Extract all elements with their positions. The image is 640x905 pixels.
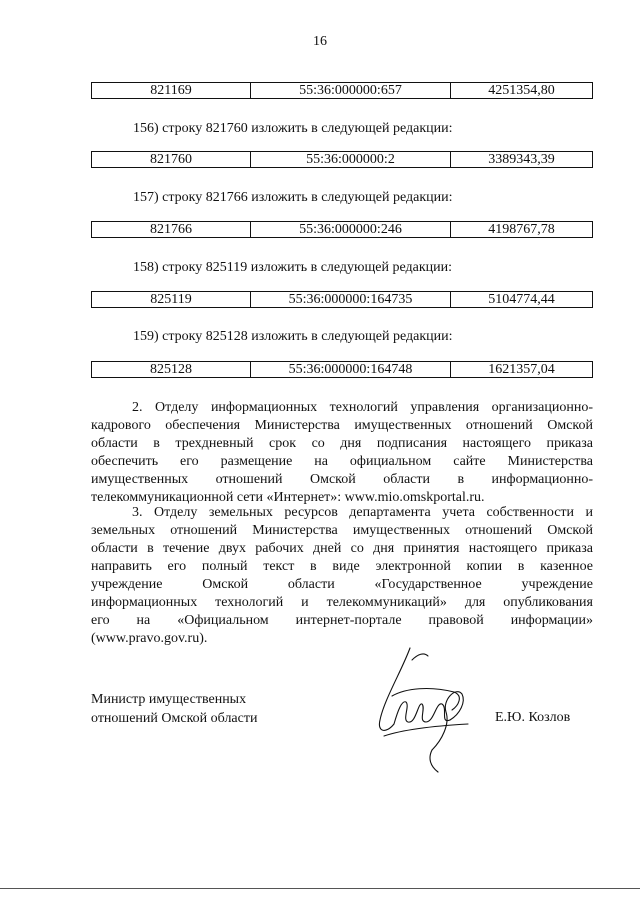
table-row — [91, 82, 593, 99]
row-value-cell: 3389343,39 — [488, 152, 555, 167]
paragraph-line: кадрового обеспечения Министерства имущественных отношений Омской — [91, 418, 593, 433]
amendment-instruction: 158) строку 825119 изложить в следующей редакции: — [133, 260, 453, 275]
row-value-cell: 4198767,78 — [488, 222, 555, 237]
page-edge-line — [0, 888, 640, 889]
amendment-instruction: 156) строку 821760 изложить в следующей редакции: — [133, 121, 453, 136]
row-value-cell: 1621357,04 — [488, 362, 555, 377]
row-value-cell: 5104774,44 — [488, 292, 555, 307]
table-row — [91, 291, 593, 308]
table-row — [91, 361, 593, 378]
paragraph-2 — [91, 399, 593, 507]
paragraph-line: обеспечить его размещение на официальном сайте Министерства — [91, 454, 593, 469]
paragraph-line: его на «Официальном интернет-портале правовой информации» — [91, 613, 593, 628]
row-id-cell: 821169 — [92, 83, 251, 98]
row-value-cell: 4251354,80 — [488, 83, 555, 98]
row-cadastral-cell: 55:36:000000:164748 — [251, 362, 451, 377]
signatory-name: Е.Ю. Козлов — [495, 710, 571, 725]
signatory-title-line: Министр имущественных — [91, 692, 247, 707]
paragraph-line: учреждение Омской области «Государственное учреждение — [91, 577, 593, 592]
amendment-instruction: 157) строку 821766 изложить в следующей редакции: — [133, 190, 453, 205]
paragraph-line: земельных отношений Министерства имущественных отношений Омской — [91, 523, 593, 538]
paragraph-line: информационных технологий и телекоммуникаций» для опубликования — [91, 595, 593, 610]
table-row — [91, 221, 593, 238]
paragraph-line: области в трехдневный срок со дня подписания настоящего приказа — [91, 436, 593, 451]
paragraph-line: 2. Отделу информационных технологий управления организационно- — [132, 400, 593, 415]
paragraph-line: телекоммуникационной сети «Интернет»: www.mio.omskportal.ru. — [91, 490, 485, 505]
row-id-cell: 825128 — [92, 362, 251, 377]
row-id-cell: 825119 — [92, 292, 251, 307]
row-cadastral-cell: 55:36:000000:2 — [251, 152, 451, 167]
paragraph-line: области в течение двух рабочих дней со дня принятия настоящего приказа — [91, 541, 593, 556]
paragraph-3 — [91, 504, 593, 648]
paragraph-line: направить его полный текст в виде электронной копии в казенное — [91, 559, 593, 574]
paragraph-line: 3. Отделу земельных ресурсов департамента учета собственности и — [132, 505, 593, 520]
row-id-cell: 821766 — [92, 222, 251, 237]
row-cadastral-cell: 55:36:000000:657 — [251, 83, 451, 98]
paragraph-line: (www.pravo.gov.ru). — [91, 631, 208, 646]
signatory-title — [91, 690, 257, 728]
page-number: 16 — [313, 34, 327, 49]
row-cadastral-cell: 55:36:000000:164735 — [251, 292, 451, 307]
amendment-instruction: 159) строку 825128 изложить в следующей редакции: — [133, 329, 453, 344]
row-cadastral-cell: 55:36:000000:246 — [251, 222, 451, 237]
paragraph-line: имущественных отношений Омской области в информационно- — [91, 472, 593, 487]
handwritten-signature — [372, 640, 482, 775]
table-row — [91, 151, 593, 168]
row-id-cell: 821760 — [92, 152, 251, 167]
signatory-title-line: отношений Омской области — [91, 711, 258, 726]
